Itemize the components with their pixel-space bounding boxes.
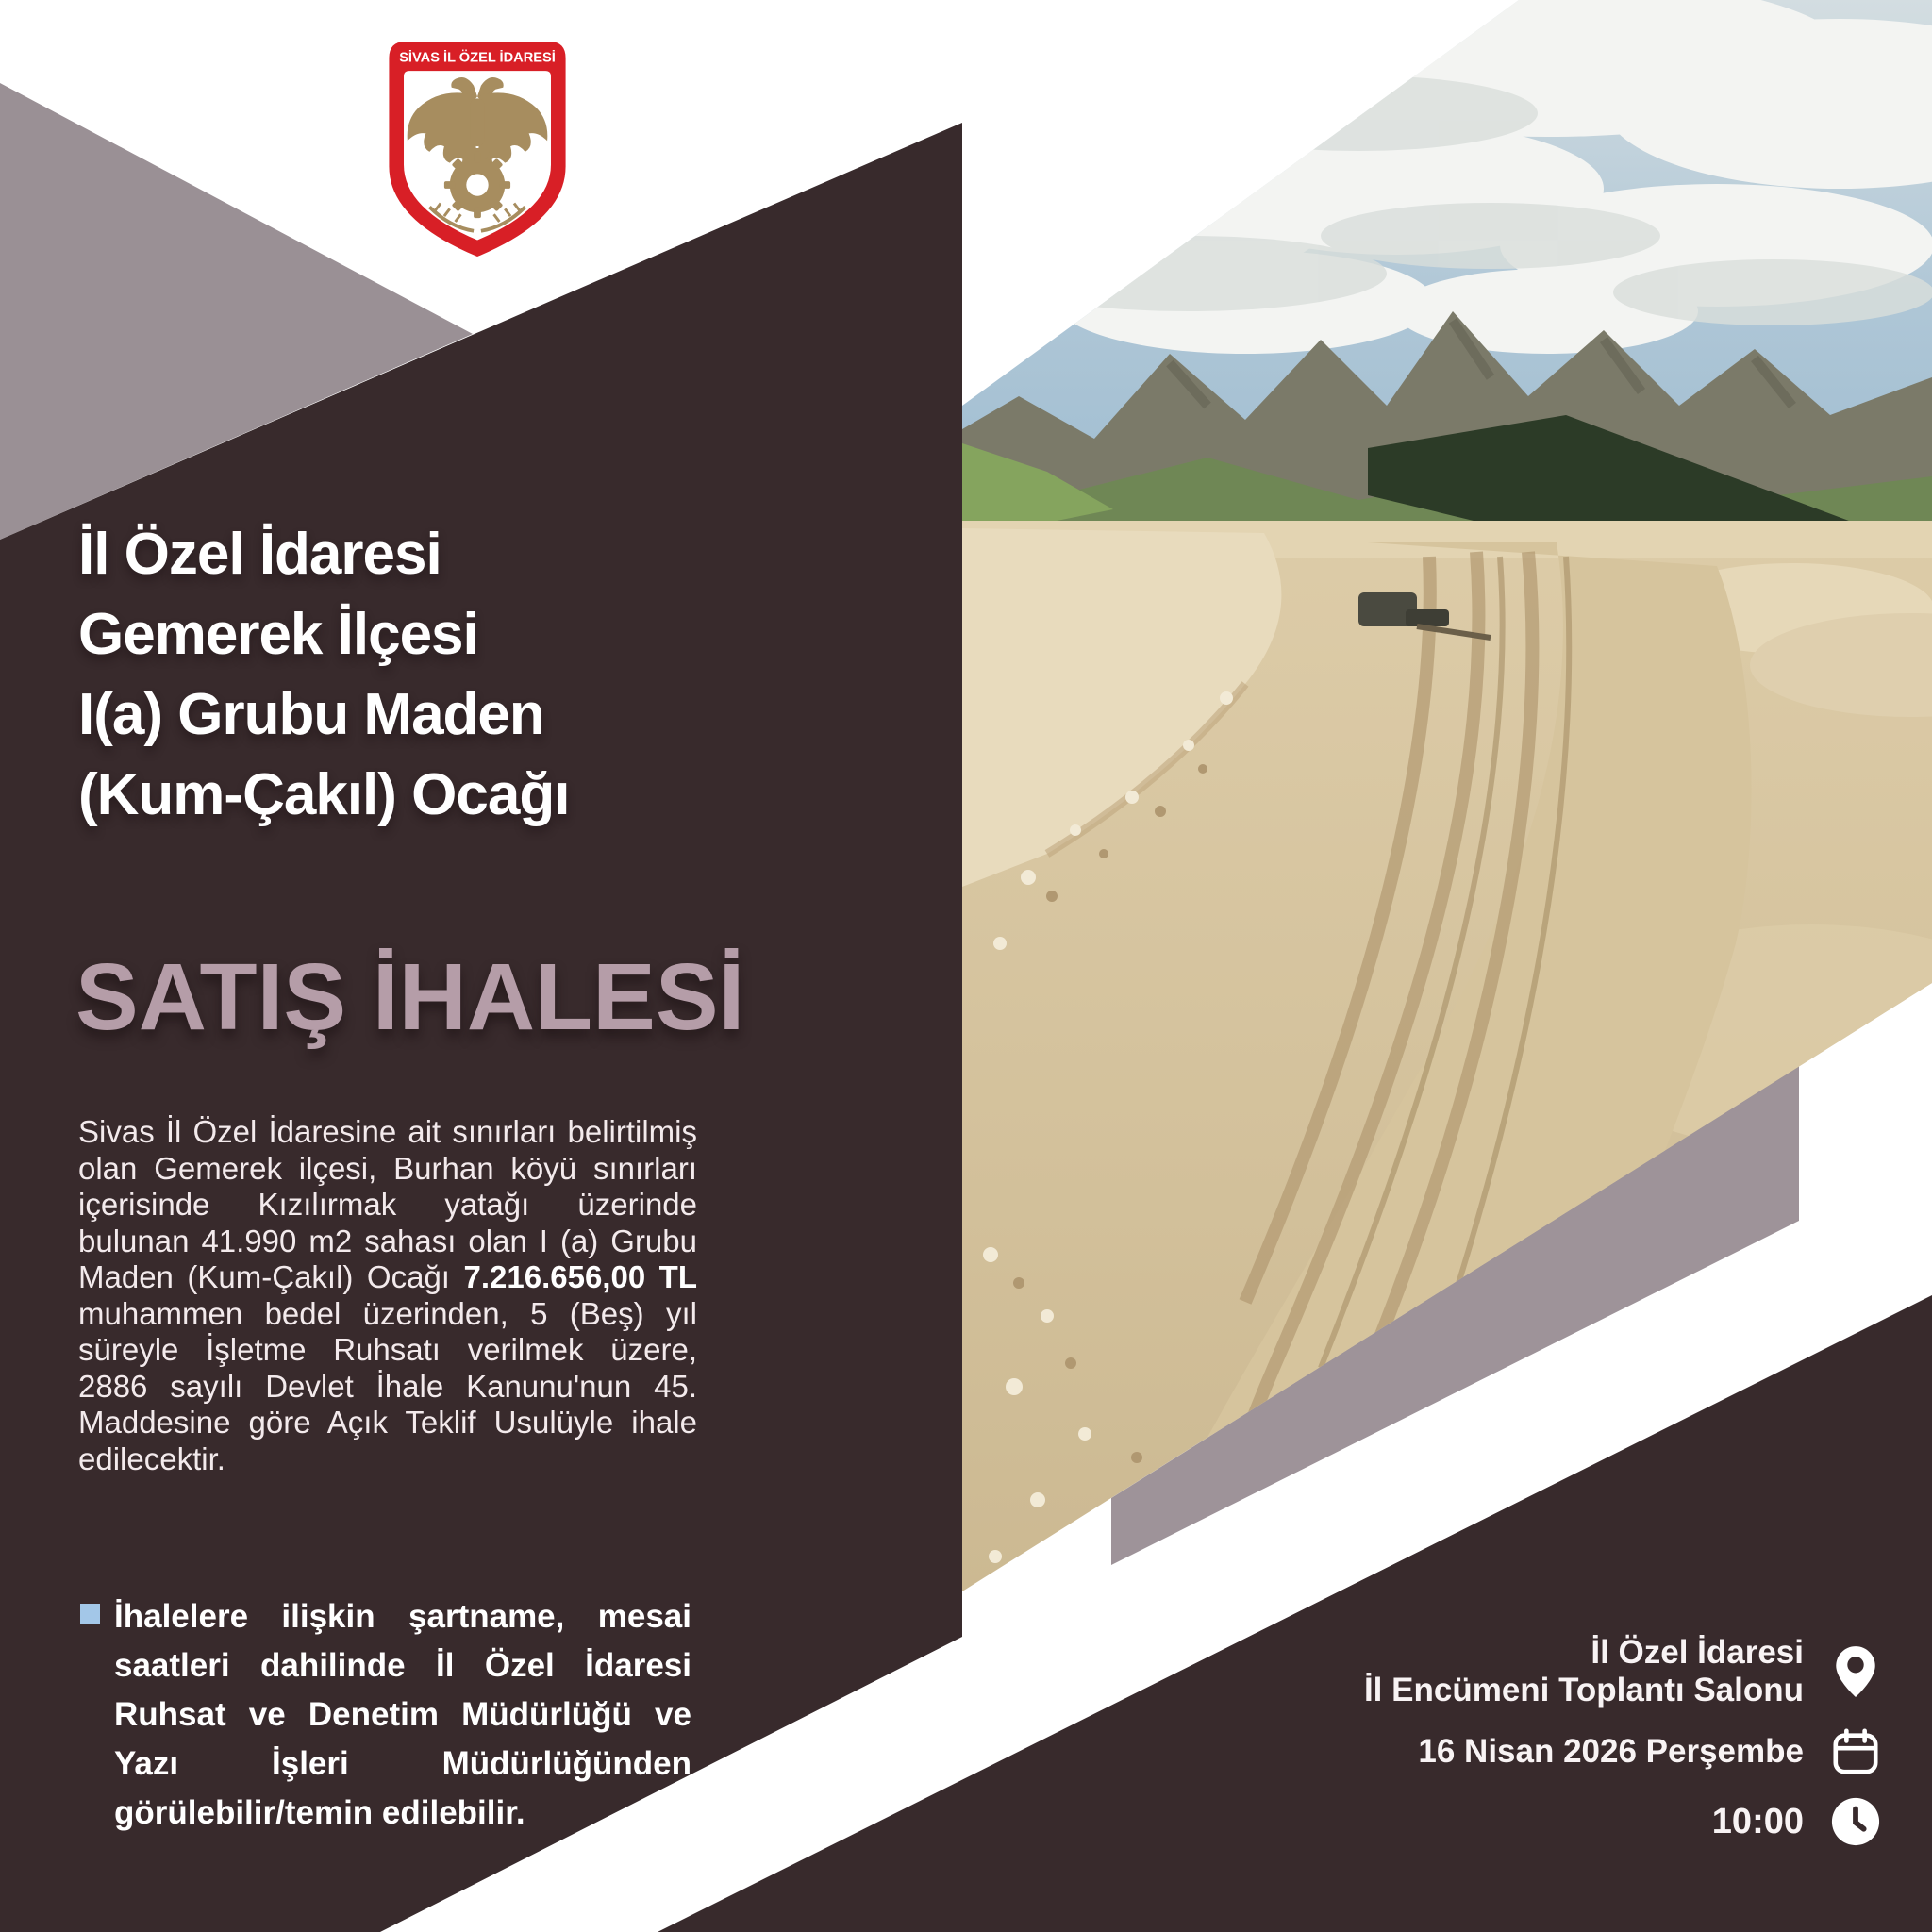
logo-org-name: SİVAS İL ÖZEL İDARESİ bbox=[399, 50, 556, 66]
event-info bbox=[1364, 1634, 1883, 1849]
date-row bbox=[1418, 1724, 1883, 1779]
headline-line-1: İl Özel İdaresi bbox=[78, 522, 441, 587]
sivas-ozel-idare-emblem bbox=[385, 40, 570, 258]
note bbox=[80, 1592, 691, 1838]
body-price: 7.216.656,00 TL bbox=[463, 1259, 697, 1294]
venue-row bbox=[1364, 1634, 1883, 1709]
calendar-icon bbox=[1828, 1724, 1883, 1779]
venue-line-1: İl Özel İdaresi bbox=[1591, 1634, 1804, 1671]
date-text: 16 Nisan 2026 Perşembe bbox=[1418, 1733, 1804, 1770]
time-row bbox=[1712, 1794, 1883, 1849]
note-text: İhalelere ilişkin şartname, mesai saatleri dahilinde İl Özel İdaresi Ruhsat ve Denetim Müdürlüğü ve Yazı İşleri Müdürlüğünden görülebilir/temin edilebilir. bbox=[114, 1598, 691, 1831]
headline-line-3: I(a) Grubu Maden bbox=[78, 682, 544, 747]
body-part1: Sivas İl Özel İdaresine ait sınırları belirtilmiş olan Gemerek ilçesi, Burhan köyü sınırları içerisinde Kızılırmak yatağı üzerinde bulunan 41.990 m2 sahası olan I (a) Grubu Maden (Kum-Çakıl) Ocağı bbox=[78, 1114, 697, 1294]
headline-line-4: (Kum-Çakıl) Ocağı bbox=[78, 762, 570, 827]
headline bbox=[78, 514, 569, 835]
emblem-shield bbox=[385, 40, 570, 258]
bullet-square-icon bbox=[80, 1604, 100, 1624]
time-text: 10:00 bbox=[1711, 1802, 1804, 1841]
headline-highlight: SATIŞ İHALESİ bbox=[75, 944, 745, 1050]
venue-text bbox=[1364, 1634, 1804, 1709]
body-paragraph bbox=[78, 1114, 697, 1477]
body-part2: muhammen bedel üzerinden, 5 (Beş) yıl süreyle İşletme Ruhsatı verilmek üzere, 2886 sayılı Devlet İhale Kanunu'nun 45. Maddesine göre Açık Teklif Usulüyle ihale edilecektir. bbox=[78, 1295, 697, 1476]
headline-line-2: Gemerek İlçesi bbox=[78, 602, 478, 667]
location-pin-icon bbox=[1828, 1644, 1883, 1699]
clock-icon bbox=[1828, 1794, 1883, 1849]
venue-line-2: İl Encümeni Toplantı Salonu bbox=[1363, 1672, 1804, 1708]
